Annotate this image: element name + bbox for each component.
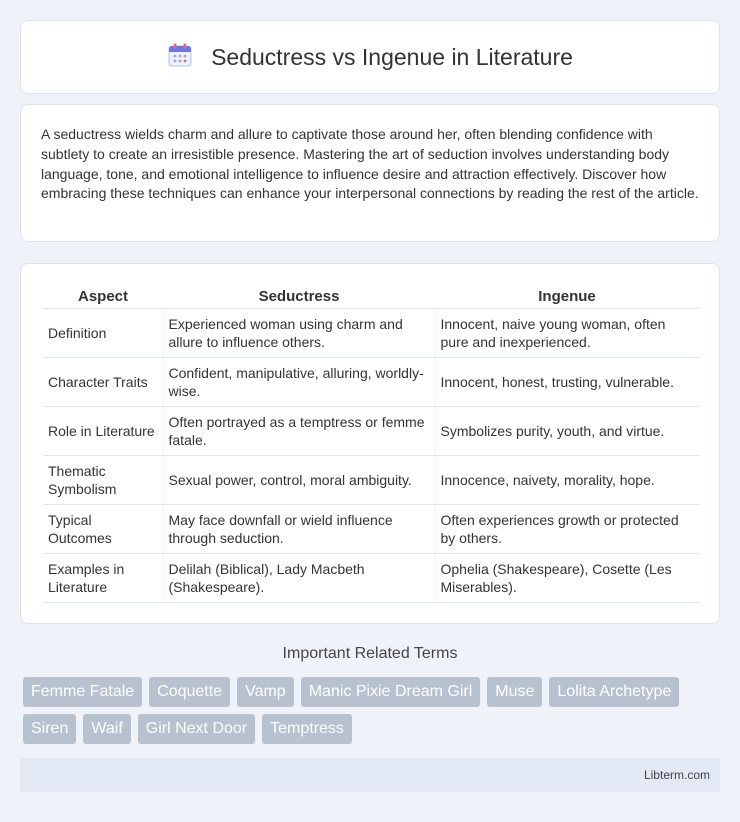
cell-aspect: Typical Outcomes (43, 504, 163, 553)
cell-aspect: Thematic Symbolism (43, 455, 163, 504)
page-title: Seductress vs Ingenue in Literature (211, 43, 573, 70)
cell-ingenue: Often experiences growth or protected by others. (435, 504, 699, 553)
tag-muse[interactable]: Muse (487, 677, 542, 707)
footer (20, 758, 720, 792)
cell-seductress: Experienced woman using charm and allure to influence others. (163, 308, 435, 357)
intro-card (20, 104, 720, 242)
cell-ingenue: Symbolizes purity, youth, and virtue. (435, 406, 699, 455)
cell-seductress: Often portrayed as a temptress or femme fatale. (163, 406, 435, 455)
header-seductress: Seductress (163, 286, 435, 308)
table-row (43, 455, 699, 504)
tag-waif[interactable]: Waif (83, 714, 130, 744)
tag-coquette[interactable]: Coquette (149, 677, 230, 707)
table-row (43, 504, 699, 553)
header-aspect: Aspect (43, 286, 163, 308)
cell-ingenue: Innocent, naive young woman, often pure and inexperienced. (435, 308, 699, 357)
table-row (43, 406, 699, 455)
cell-aspect: Character Traits (43, 357, 163, 406)
cell-aspect: Role in Literature (43, 406, 163, 455)
tag-femme-fatale[interactable]: Femme Fatale (23, 677, 142, 707)
tag-temptress[interactable]: Temptress (262, 714, 352, 744)
related-terms-title: Important Related Terms (282, 645, 458, 662)
cell-aspect: Examples in Literature (43, 553, 163, 602)
cell-seductress: Sexual power, control, moral ambiguity. (163, 455, 435, 504)
tag-vamp[interactable]: Vamp (237, 677, 294, 707)
related-tags (23, 677, 723, 744)
table-row (43, 357, 699, 406)
cell-seductress: May face downfall or wield influence through seduction. (163, 504, 435, 553)
tag-lolita-archetype[interactable]: Lolita Archetype (549, 677, 679, 707)
cell-aspect: Definition (43, 308, 163, 357)
header-card (20, 20, 720, 94)
intro-text: A seductress wields charm and allure to captivate those around her, often blending confidence with subtlety to create an irresistible presence. Mastering the art of seduction involves understanding body language, tone, and emotional intelligence to influence desire and attraction effectively. Discover how embracing these techniques can enhance your interpersonal connections by reading the rest of the article. (41, 126, 699, 202)
tag-girl-next-door[interactable]: Girl Next Door (138, 714, 255, 744)
comparison-table (43, 286, 699, 603)
footer-site-link[interactable]: Libterm.com (643, 768, 710, 782)
table-row (43, 553, 699, 602)
cell-seductress: Delilah (Biblical), Lady Macbeth (Shakespeare). (163, 553, 435, 602)
cell-seductress: Confident, manipulative, alluring, worldly-wise. (163, 357, 435, 406)
cell-ingenue: Ophelia (Shakespeare), Cosette (Les Miserables). (435, 553, 699, 602)
header-ingenue: Ingenue (435, 286, 699, 308)
tag-manic-pixie-dream-girl[interactable]: Manic Pixie Dream Girl (301, 677, 481, 707)
table-card (20, 263, 720, 624)
cell-ingenue: Innocence, naivety, morality, hope. (435, 455, 699, 504)
tag-siren[interactable]: Siren (23, 714, 76, 744)
table-header-row (43, 286, 699, 308)
cell-ingenue: Innocent, honest, trusting, vulnerable. (435, 357, 699, 406)
calendar-icon (167, 42, 193, 73)
table-row (43, 308, 699, 357)
title-wrap (167, 42, 573, 73)
